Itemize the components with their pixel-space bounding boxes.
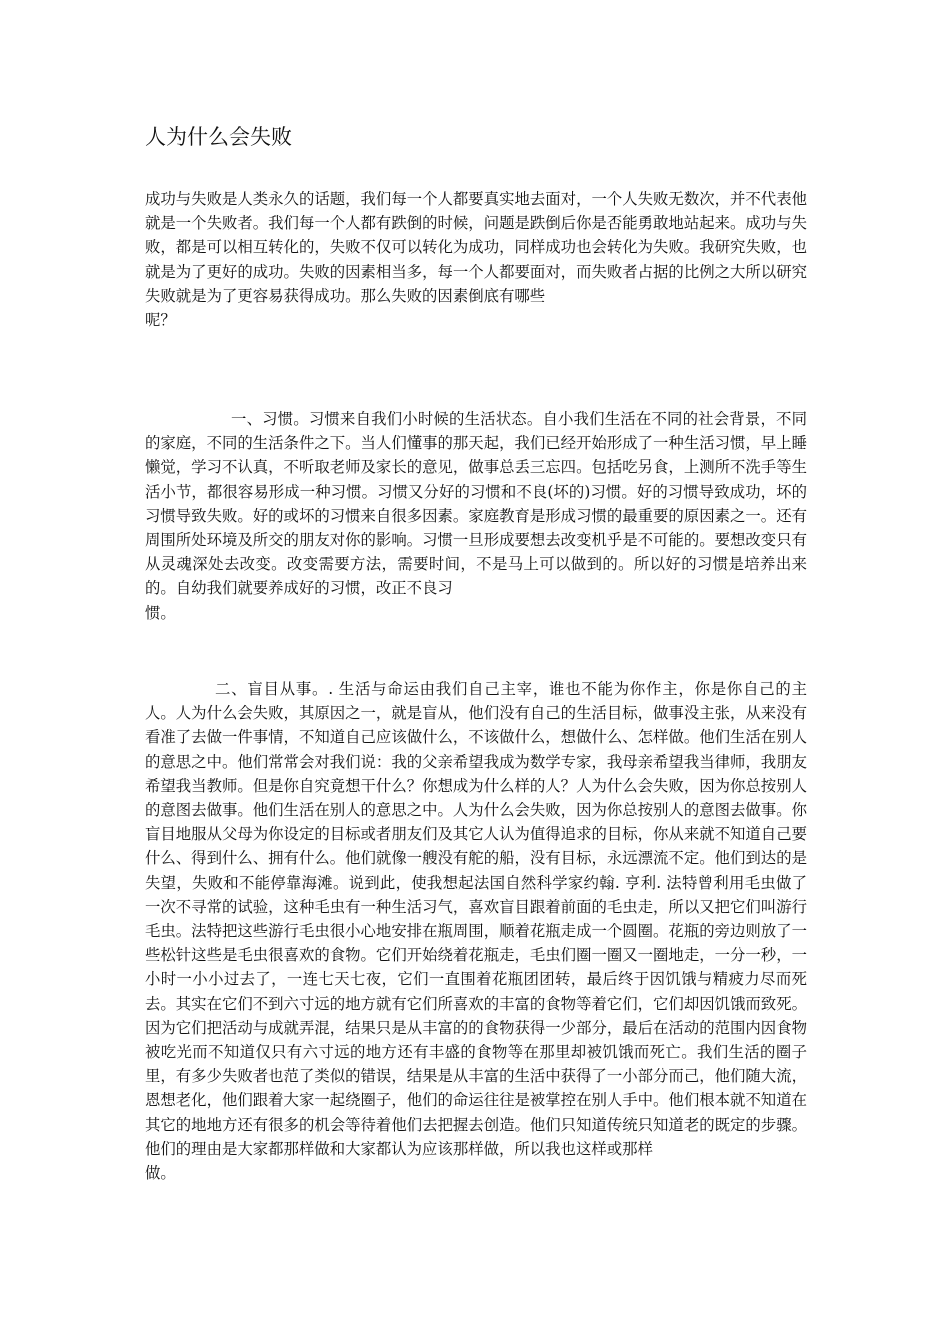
- intro-tail: 呢？: [145, 311, 176, 330]
- intro-paragraph: [145, 187, 807, 332]
- section-habit-tail: 惯。: [145, 603, 176, 622]
- section-blind-following-paragraph: [145, 677, 807, 1185]
- section-habit-paragraph: [145, 407, 807, 625]
- section-habit-text: 一、习惯。习惯来自我们小时候的生活状态。自小我们生活在不同的社会背景，不同的家庭，不同的生活条件之下。当人们懂事的那天起，我们已经开始形成了一种生活习惯，早上睡懒觉，学习不认真，不听取老师及家长的意见，做事总丢三忘四。包括吃另食，上测所不洗手等生活小节，都很容易形成一种习惯。习惯又分好的习惯和不良(坏的)习惯。好的习惯导致成功，坏的习惯导致失败。好的或坏的习惯来自很多因素。家庭教育是形成习惯的最重要的原因素之一。还有周围所处环境及所交的朋友对你的影响。习惯一旦形成要想去改变机乎是不可能的。要想改变只有从灵魂深处去改变。改变需要方法，需要时间，不是马上可以做到的。所以好的习惯是培养出来的。自幼我们就要养成好的习惯，改正不良习: [145, 410, 807, 598]
- section-blind-following-text: 二、盲目从事。. 生活与命运由我们自己主宰，谁也不能为你作主，你是你自己的主人。人为什么会失败，其原因之一，就是盲从，他们没有自己的生活目标，做事没主张，从来没有看准了去做一件事情，不知道自己应该做什么，不该做什么，想做什么、怎样做。他们生活在别人的意思之中。他们常常会对我们说：我的父亲希望我成为数学专家，我母亲希望我当律师，我朋友希望我当教师。但是你自究竟想干什么？你想成为什么样的人？人为什么会失败，因为你总按别人的意图去做事。他们生活在别人的意思之中。人为什么会失败，因为你总按别人的意图去做事。你盲目地服从父母为你设定的目标或者朋友们及其它人认为值得追求的目标，你从来就不知道自己要什么、得到什么、拥有什么。他们就像一艘没有舵的船，没有目标，永远漂流不定。他们到达的是失望，失败和不能停靠海滩。说到此，使我想起法国自然科学家约翰. 亨利. 法特曾利用毛虫做了一次不寻常的试验，这种毛虫有一种生活习气，喜欢盲目跟着前面的毛虫走，所以又把它们叫游行毛虫。法特把这些游行毛虫很小心地安排在瓶周围，顺着花瓶走成一个圆圈。花瓶的旁边则放了一些松针这些是毛虫很喜欢的食物。它们开始绕着花瓶走，毛虫们圈一圈又一圈地走，一分一秒，一小时一小小过去了，一连七天七夜，它们一直围着花瓶团团转，最后终于因饥饿与精疲力尽而死去。其实在它们不到六寸远的地方就有它们所喜欢的丰富的食物等着它们，它们却因饥饿而致死。因为它们把活动与成就弄混，结果只是从丰富的的食物获得一少部分，最后在活动的范围内因食物被吃光而不知道仅只有六寸远的地方还有丰盛的食物等在那里却被饥饿而死亡。我们生活的圈子里，有多少失败者也范了类似的错误，结果是从丰富的生活中获得了一小部分而己，他们随大流，恩想老化，他们跟着大家一起绕圈子，他们的命运往往是被掌控在别人手中。他们根本就不知道在其它的地地方还有很多的机会等待着他们去把握去创造。他们只知道传统只知道老的既定的步骤。他们的理由是大家都那样做和大家都认为应该那样做，所以我也这样或那样: [145, 680, 807, 1158]
- document-title: 人为什么会失败: [145, 125, 292, 149]
- intro-text: 成功与失败是人类永久的话题，我们每一个人都要真实地去面对，一个人失败无数次，并不代表他就是一个失败者。我们每一个人都有跌倒的时候，问题是跌倒后你是否能勇敢地站起来。成功与失败，都是可以相互转化的，失败不仅可以转化为成功，同样成功也会转化为失败。我研究失败，也就是为了更好的成功。失败的因素相当多，每一个人都要面对，而失败者占据的比例之大所以研究失败就是为了更容易获得成功。那么失败的因素倒底有哪些: [145, 190, 807, 305]
- section-blind-following-tail: 做。: [145, 1164, 176, 1183]
